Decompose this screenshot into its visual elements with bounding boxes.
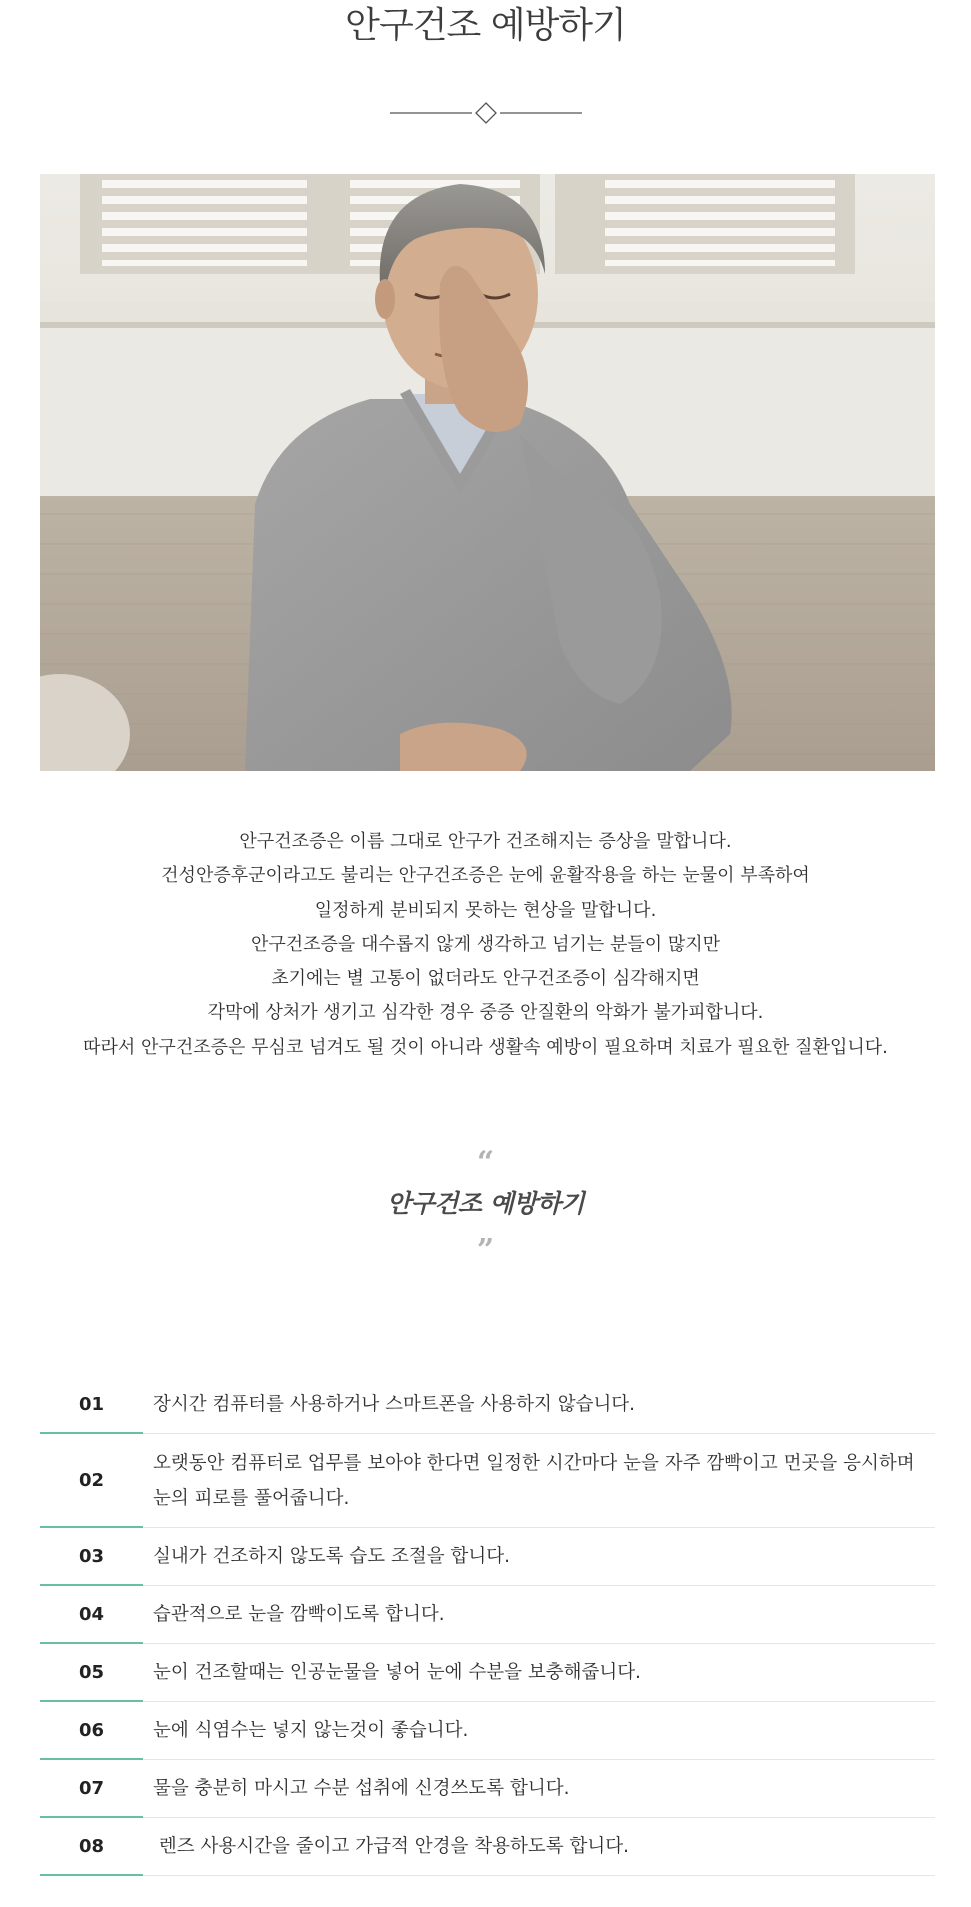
item-text: 장시간 컴퓨터를 사용하거나 스마트폰을 사용하지 않습니다. — [153, 1394, 636, 1415]
intro-line: 각막에 상처가 생기고 심각한 경우 중증 안질환의 악화가 불가피합니다. — [207, 1002, 764, 1024]
list-item — [40, 1528, 935, 1586]
intro-line: 따라서 안구건조증은 무심코 넘겨도 될 것이 아니라 생활속 예방이 필요하며 치료가 필요한 질환입니다. — [83, 1036, 888, 1058]
section-title: 안구건조 예방하기 — [386, 1189, 585, 1218]
intro-text — [20, 825, 951, 1065]
intro-line: 안구건조증을 대수롭지 않게 생각하고 넘기는 분들이 많지만 — [250, 933, 721, 955]
item-text: 실내가 건조하지 않도록 습도 조절을 합니다. — [153, 1546, 510, 1567]
item-text: 습관적으로 눈을 깜빡이도록 합니다. — [153, 1604, 445, 1625]
item-number: 08 — [78, 1836, 105, 1857]
list-item — [40, 1376, 935, 1434]
close-quote-icon: ” — [476, 1233, 495, 1268]
intro-line: 안구건조증은 이름 그대로 안구가 건조해지는 증상을 말합니다. — [239, 831, 732, 852]
list-item — [40, 1586, 935, 1644]
list-item — [40, 1760, 935, 1818]
man-rubbing-eyes-photo — [40, 174, 935, 771]
list-item — [40, 1644, 935, 1702]
open-quote-icon: “ — [476, 1145, 495, 1180]
item-number: 04 — [78, 1604, 105, 1625]
item-text: 물을 충분히 마시고 수분 섭취에 신경쓰도록 합니다. — [153, 1778, 570, 1799]
item-text: 렌즈 사용시간을 줄이고 가급적 안경을 착용하도록 합니다. — [153, 1836, 629, 1857]
page-title: 안구건조 예방하기 — [345, 5, 626, 46]
item-text: 눈에 식염수는 넣지 않는것이 좋습니다. — [153, 1720, 469, 1741]
list-item — [40, 1434, 935, 1528]
item-number: 03 — [78, 1546, 105, 1567]
intro-line: 건성안증후군이라고도 불리는 안구건조증은 눈에 윤활작용을 하는 눈물이 부족하여 — [161, 865, 810, 887]
item-text: 오랫동안 컴퓨터로 업무를 보아야 한다면 일정한 시간마다 눈을 자주 깜빡이고 먼곳을 응시하며 눈의 피로를 풀어줍니다. — [153, 1452, 921, 1509]
item-number: 07 — [78, 1778, 105, 1799]
item-text: 눈이 건조할때는 인공눈물을 넣어 눈에 수분을 보충해줍니다. — [153, 1662, 641, 1683]
list-item — [40, 1702, 935, 1760]
diamond-icon — [476, 103, 496, 123]
item-number: 01 — [78, 1394, 105, 1415]
item-number: 02 — [78, 1470, 105, 1491]
prevention-tips-list — [40, 1376, 935, 1876]
intro-line: 일정하게 분비되지 못하는 현상을 말합니다. — [314, 899, 657, 921]
item-number: 05 — [78, 1662, 105, 1683]
diamond-divider — [390, 100, 582, 126]
list-item — [40, 1818, 935, 1876]
hero-photo — [40, 174, 935, 771]
intro-line: 초기에는 별 고통이 없더라도 안구건조증이 심각해지면 — [271, 968, 700, 990]
item-number: 06 — [78, 1720, 105, 1741]
